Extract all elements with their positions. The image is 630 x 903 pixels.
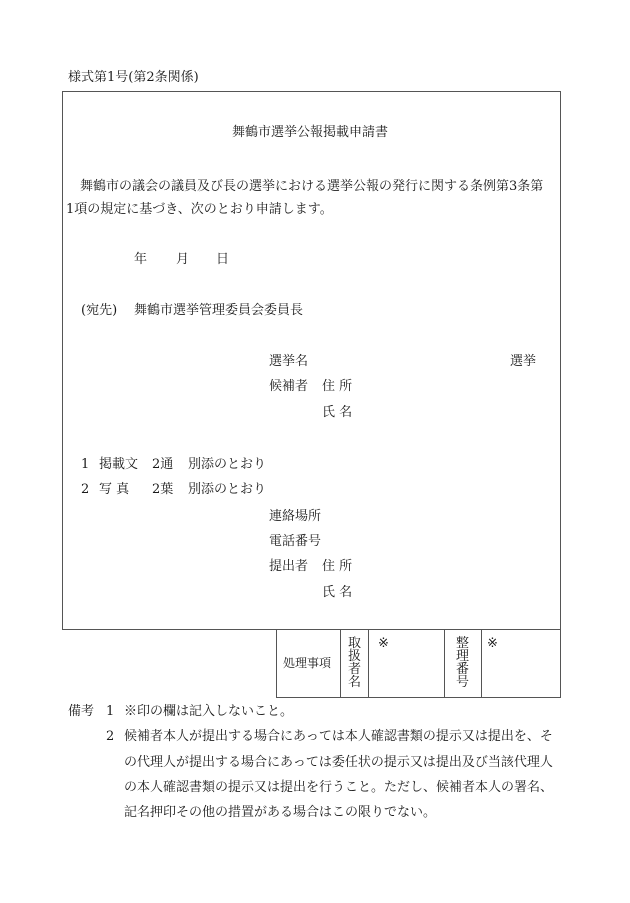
applicant-name-label: 氏 名 xyxy=(322,585,353,600)
attachment-item-label: 写 真 xyxy=(99,482,130,497)
handler-label: 取扱者名 xyxy=(348,636,362,690)
applicant-label: 提出者 xyxy=(269,559,309,574)
processing-table-divider xyxy=(481,629,482,697)
attachment-item-count: 2通 xyxy=(152,457,174,472)
processing-table xyxy=(276,629,561,698)
notes-label: 備考 xyxy=(68,704,95,719)
attachment-item-note: 別添のとおり xyxy=(188,482,267,497)
election-suffix: 選挙 xyxy=(510,354,537,369)
candidate-name-label: 氏 名 xyxy=(322,405,353,420)
note-line: の本人確認書類の提示又は提出を行うこと。ただし、候補者本人の署名、 xyxy=(124,780,554,795)
attachment-item-label: 掲載文 xyxy=(99,457,139,472)
form-title: 舞鶴市選挙公報掲載申請書 xyxy=(232,125,389,140)
processing-table-divider xyxy=(340,629,341,697)
attachment-item-note: 別添のとおり xyxy=(188,457,267,472)
reference-number-label: 整理番号 xyxy=(456,636,470,690)
contact-place-label: 連絡場所 xyxy=(269,509,322,524)
date-month-label: 月 xyxy=(176,252,190,267)
note-line: ※印の欄は記入しないこと。 xyxy=(124,704,294,719)
body-text-line-2: 1項の規定に基づき、次のとおり申請します。 xyxy=(66,202,333,217)
processing-table-divider xyxy=(368,629,369,697)
note-line: 候補者本人が提出する場合にあっては本人確認書類の提示又は提出を、そ xyxy=(124,729,553,744)
handler-mark: ※ xyxy=(378,636,389,651)
note-line: の代理人が提出する場合にあっては委任状の提示又は提出及び当該代理人 xyxy=(124,755,553,770)
attachment-item-number: 2 xyxy=(81,482,90,497)
body-text-line-1: 舞鶴市の議会の議員及び長の選挙における選挙公報の発行に関する条例第3条第 xyxy=(80,179,544,194)
reference-number-mark: ※ xyxy=(487,636,498,651)
processing-label: 処理事項 xyxy=(283,656,332,670)
note-number: 1 xyxy=(106,704,115,719)
addressee: 舞鶴市選挙管理委員会委員長 xyxy=(134,303,304,318)
processing-table-divider xyxy=(444,629,445,697)
note-number: 2 xyxy=(106,729,115,744)
attachment-item-count: 2葉 xyxy=(152,482,174,497)
applicant-address-label: 住 所 xyxy=(322,559,353,574)
election-name-label: 選挙名 xyxy=(269,354,309,369)
application-form-box xyxy=(62,91,561,630)
date-year-label: 年 xyxy=(134,252,148,267)
addressee-label: (宛先) xyxy=(81,303,118,318)
note-line: 記名押印その他の措置がある場合はこの限りでない。 xyxy=(124,805,437,820)
form-number: 様式第1号(第2条関係) xyxy=(68,70,199,85)
date-day-label: 日 xyxy=(216,252,230,267)
phone-label: 電話番号 xyxy=(269,534,322,549)
attachment-item-number: 1 xyxy=(81,457,90,472)
candidate-label: 候補者 xyxy=(269,379,309,394)
candidate-address-label: 住 所 xyxy=(322,379,353,394)
